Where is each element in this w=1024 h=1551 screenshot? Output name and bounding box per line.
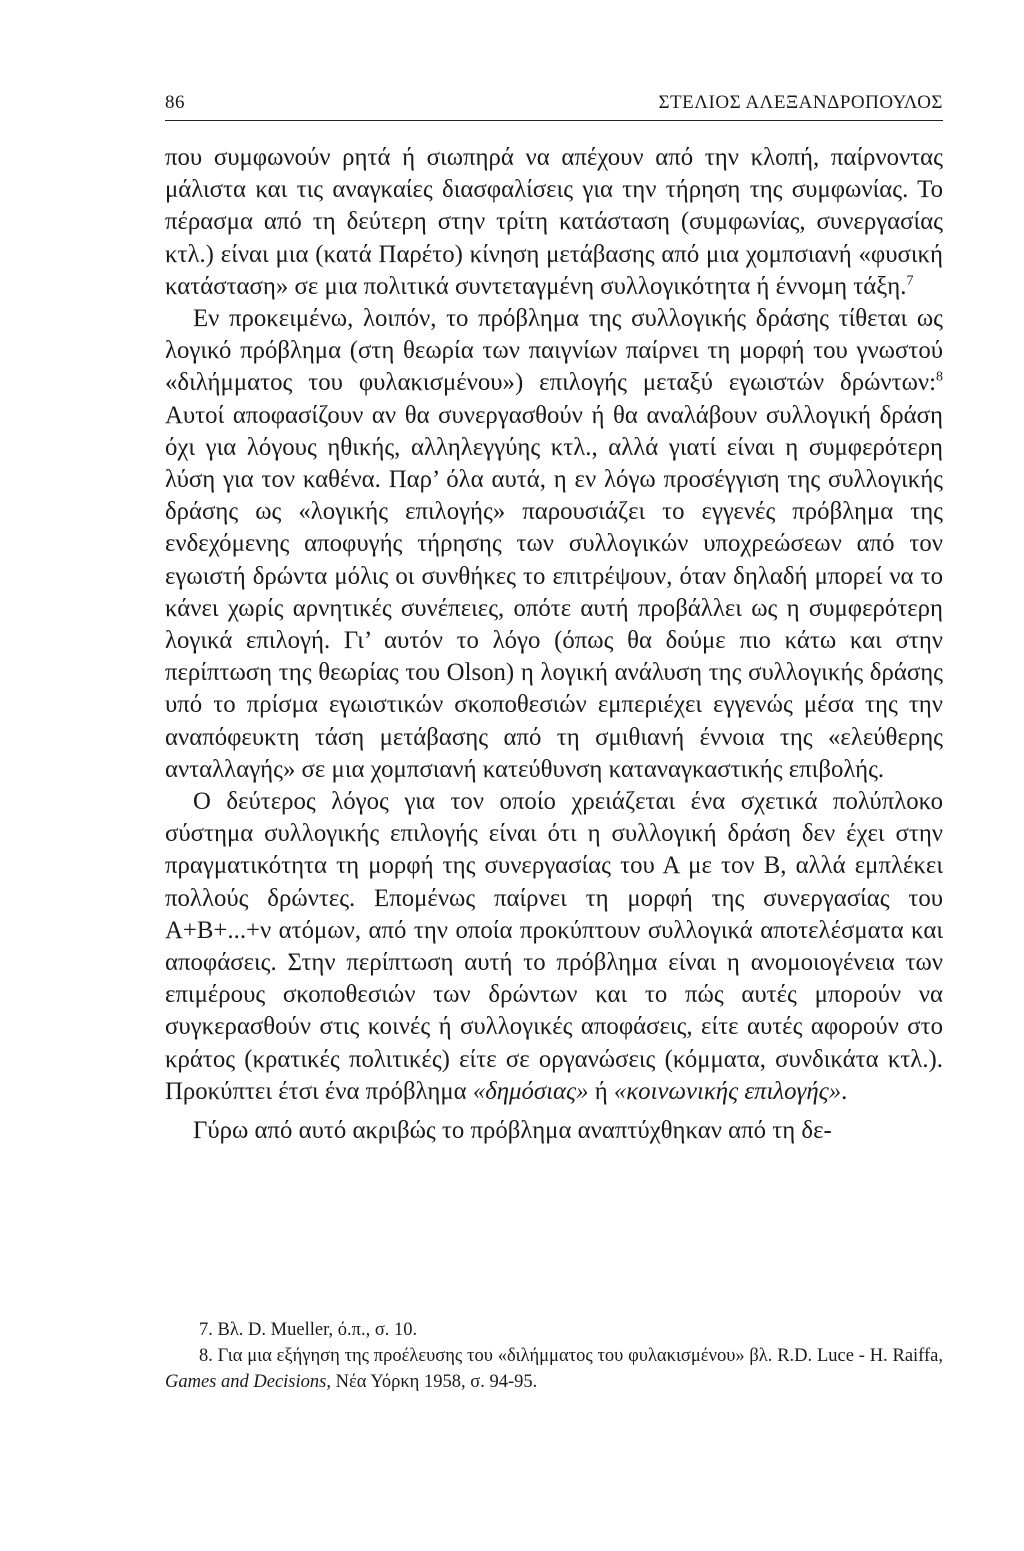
paragraph-2 (165, 303, 943, 786)
paragraph-4-text: Γύρω από αυτό ακριβώς το πρόβλημα αναπτύχθηκαν από τη δε- (193, 1117, 832, 1145)
footnote-7: 7. Βλ. D. Mueller, ό.π., σ. 10. (199, 1320, 418, 1340)
paragraph-2-text-b: Αυτοί αποφασίζουν αν θα συνεργασθούν ή θα αναλάβουν συλλογική δράση όχι για λόγους ηθικής, αλληλεγγύης κτλ., αλλά γιατί είναι η συμφερότερη λύση για τον καθένα. Παρ’ όλα αυτά, η εν λόγω προσέγγιση της συλλογικής δράσης ως «λογικής επιλογής» παρουσιάζει το εγγενές πρόβλημα της ενδεχόμενης αποφυγής τήρησης των συλλογικών υποχρεώσεων από τον εγωιστή δρώντα μόλις οι συνθήκες το επιτρέψουν, όταν δηλαδή μπορεί να το κάνει χωρίς αρνητικές συνέπειες, οπότε αυτή προβάλλει ως η συμφερότερη λογικά επιλογή. Γι’ αυτόν το λόγο (όπως θα δούμε πιο κάτω και στην περίπτωση της θεωρίας του Olson) η λογική ανάλυση της συλλογικής δράσης υπό το πρίσμα εγωιστικών σκοποθεσιών εμπεριέχει εγγενώς μέσα της την αναπόφευκτη τάση μετάβασης από τη σμιθιανή έννοια της «ελεύθερης ανταλλαγής» σε μια χομπσιανή κατεύθυνση καταναγκαστικής επιβολής. (165, 401, 943, 783)
footnote-8 (165, 1343, 943, 1395)
paragraph-1-text: που συμφωνούν ρητά ή σιωπηρά να απέχουν από την κλοπή, παίρνοντας μάλιστα και τις αναγκαίες διασφαλίσεις για την τήρηση της συμφωνίας. Το πέρασμα από τη δεύτερη στην τρίτη κατάσταση (συμφωνίας, συνεργασίας κτλ.) είναι μια (κατά Παρέτο) κίνηση μετάβασης από μια χομπσιανή «φυσική κατάσταση» σε μια πολιτικά συντεταγμένη συλλογικότητα ή έννομη τάξη. (165, 144, 943, 300)
footnotes (165, 1317, 943, 1395)
running-header (165, 92, 943, 121)
paragraph-1 (165, 142, 943, 303)
paragraph-3 (165, 786, 943, 1108)
note-ref-8: 8 (936, 370, 943, 386)
footnote-8-text-b: , Νέα Υόρκη 1958, σ. 94-95. (326, 1372, 538, 1392)
footnote-8-text-a: 8. Για μια εξήγηση της προέλευσης του «διλήμματος του φυλακισμένου» βλ. R.D. Luce - H. Raiffa, (199, 1346, 943, 1366)
page-number: 86 (165, 92, 185, 113)
paragraph-3-mid: ή (588, 1077, 614, 1105)
paragraph-2-text-a: Εν προκειμένω, λοιπόν, το πρόβλημα της συλλογικής δράσης τίθεται ως λογικό πρόβλημα (στη θεωρία των παιγνίων παίρνει τη μορφή του γνωστού «διλήμματος του φυλακισμένου») επιλογής μεταξύ εγωιστών δρώντων: (165, 305, 943, 397)
footnote-8-book-title: Games and Decisions (165, 1372, 327, 1392)
paragraph-3-emphasis-1: «δημόσιας» (472, 1077, 589, 1105)
paragraph-3-emphasis-2: «κοινωνικής επιλογής» (613, 1077, 842, 1105)
paragraph-3-text: Ο δεύτερος λόγος για τον οποίο χρειάζεται ένα σχετικά πολύπλοκο σύστημα συλλογικής επιλογής είναι ότι η συλλογική δράση δεν έχει στην πραγματικότητα τη μορφή της συνεργασίας του Α με τον Β, αλλά εμπλέκει πολλούς δρώντες. Επομένως παίρνει τη μορφή της συνεργασίας του Α+Β+...+ν ατόμων, από την οποία προκύπτουν συλλογικά αποτελέσματα και αποφάσεις. Στην περίπτωση αυτή το πρόβλημα είναι η ανομοιογένεια των επιμέρους σκοποθεσιών των δρώντων και το πώς αυτές μπορούν να συγκερασθούν στις κοινές ή συλλογικές αποφάσεις, είτε αυτές αφορούν στο κράτος (κρατικές πολιτικές) είτε σε οργανώσεις (κόμματα, συνδικάτα κτλ.). Προκύπτει έτσι ένα πρόβλημα (165, 788, 943, 1105)
paragraph-4 (165, 1115, 943, 1147)
paragraph-3-end: . (841, 1077, 848, 1105)
note-ref-7: 7 (906, 273, 914, 289)
main-text (165, 142, 943, 1147)
running-title: ΣΤΕΛΙΟΣ ΑΛΕΞΑΝΔΡΟΠΟΥΛΟΣ (658, 92, 943, 113)
